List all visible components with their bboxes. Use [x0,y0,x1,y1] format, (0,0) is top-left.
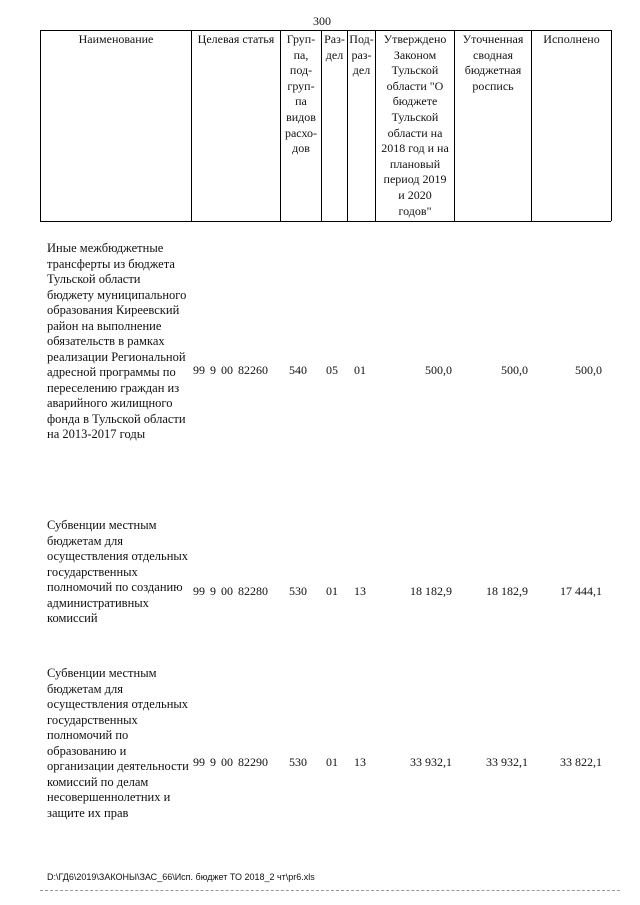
footer-divider [40,890,620,891]
row-approved: 33 932,1 [410,755,452,769]
header-section: Раз- дел [324,32,345,62]
header-expense-group: Груп- па, под- груп- па видов расхо- дов [284,32,318,156]
col-border [611,30,612,221]
header-name: Наименование [78,32,154,46]
row-approved: 500,0 [425,363,452,377]
row-name: Субвенции местным бюджетам для осуществления отдельных государственных полномочий по образованию и организации деятельности комиссий по делам несовершеннолетних и защите их прав [47,666,189,820]
header-bottom-border [40,221,611,222]
header-approved: Утверждено Законом Тульской области "О бюджете Тульской области на 2018 год и на плановый период 2019 и 2020 годов" [381,32,449,218]
row-expense-group: 530 [289,755,307,769]
row-executed: 17 444,1 [560,584,602,598]
header-top-border [40,30,611,31]
page-number: 300 [313,14,331,28]
row-section: 05 [326,363,338,377]
header-executed: Исполнено [543,32,600,46]
row-executed: 33 822,1 [560,755,602,769]
row-expense-group: 540 [289,363,307,377]
col-border [191,30,192,221]
row-name: Иные межбюджетные трансферты из бюджета Тульской области бюджету муниципального образования Киреевский район на выполнение обязательств в рамках реализации Региональной адресной программы по переселению граждан из аварийного жилищного фонда в Тульской области на 2013-2017 годы [47,241,187,441]
row-approved: 18 182,9 [410,584,452,598]
col-border [531,30,532,221]
row-section: 01 [326,755,338,769]
row-target-article: 99 9 00 82290 [193,755,268,769]
row-refined: 18 182,9 [486,584,528,598]
col-border [40,30,41,221]
row-subsection: 13 [354,584,366,598]
row-subsection: 13 [354,755,366,769]
row-name: Субвенции местным бюджетам для осуществления отдельных государственных полномочий по созданию административных комиссий [47,518,189,625]
row-section: 01 [326,584,338,598]
row-target-article: 99 9 00 82280 [193,584,268,598]
row-refined: 500,0 [501,363,528,377]
header-subsection: Под- раз- дел [349,32,374,78]
header-target-article: Целевая статья [197,32,275,46]
row-expense-group: 530 [289,584,307,598]
row-target-article: 99 9 00 82260 [193,363,268,377]
footer-file-path: D:\ГД6\2019\ЗАКОНЫ\ЗАС_66\Исп. бюджет ТО 2018_2 чт\рr6.xls [47,872,315,882]
header-refined: Уточненная сводная бюджетная роспись [462,32,524,93]
row-subsection: 01 [354,363,366,377]
row-executed: 500,0 [575,363,602,377]
row-refined: 33 932,1 [486,755,528,769]
